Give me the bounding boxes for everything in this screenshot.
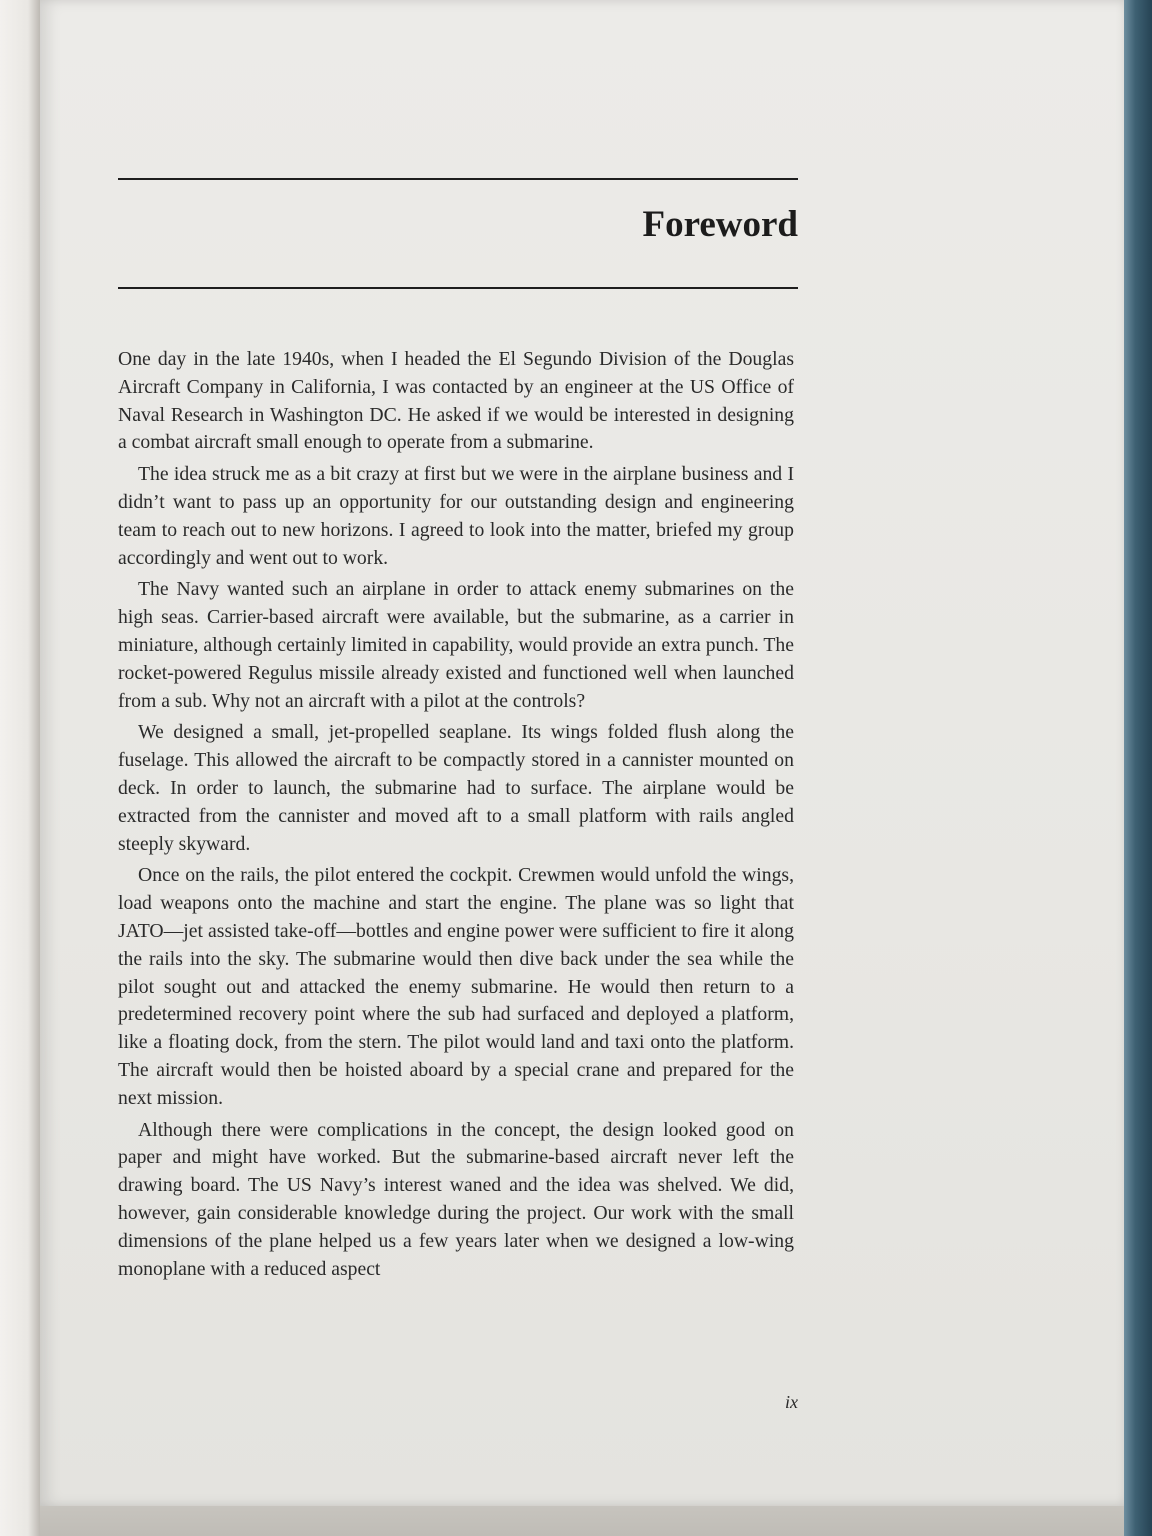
paragraph-1: One day in the late 1940s, when I headed the El Segundo Division of the Douglas Aircraft Company in California, I was contacted by an engineer at the US Office of Naval Research in Washington DC. He asked if we would be interested in designing a combat aircraft small enough to operate from a submarine. — [118, 348, 794, 454]
page-bottom-shadow — [40, 1506, 1126, 1536]
book-page — [40, 0, 1126, 1506]
paragraph-4: We designed a small, jet-propelled seaplane. Its wings folded flush along the fuselage. This allowed the aircraft to be compactly stored in a cannister mounted on deck. In order to launch, the submarine had to surface. The airplane would be extracted from the cannister and moved aft to a small platform with rails angled steeply skyward. — [118, 721, 794, 855]
title-rule-bottom — [118, 287, 798, 289]
paragraph-3: The Navy wanted such an airplane in order to attack enemy submarines on the high seas. Carrier-based aircraft were available, but the submarine, as a carrier in miniature, although certainly limited in capability, would provide an extra punch. The rocket-powered Regulus missile already existed and functioned well when launched from a sub. Why not an aircraft with a pilot at the controls? — [118, 578, 794, 712]
facing-page-edge — [0, 0, 40, 1536]
page-title: Foreword — [642, 204, 798, 245]
paragraph-5: Once on the rails, the pilot entered the cockpit. Crewmen would unfold the wings, load weapons onto the machine and start the engine. The plane was so light that JATO—jet assisted take-off—bottles and engine power were sufficient to fire it along the rails into the sky. The submarine would then dive back under the sea while the pilot sought out and attacked the enemy submarine. He would then return to a predetermined recovery point where the sub had surfaced and deployed a platform, like a floating dock, from the stern. The pilot would land and taxi onto the platform. The aircraft would then be hoisted aboard by a special crane and prepared for the next mission. — [118, 864, 794, 1109]
body-text — [118, 346, 794, 1287]
book-cover-edge — [1124, 0, 1152, 1536]
paragraph-6: Although there were complications in the concept, the design looked good on paper and might have worked. But the submarine-based aircraft never left the drawing board. The US Navy’s interest waned and the idea was shelved. We did, however, gain considerable knowledge during the project. Our work with the small dimensions of the plane helped us a few years later when we designed a low-wing monoplane with a reduced aspect — [118, 1118, 794, 1280]
page-number: ix — [785, 1392, 798, 1412]
paragraph-2: The idea struck me as a bit crazy at first but we were in the airplane business and I didn’t want to pass up an opportunity for our outstanding design and engineering team to reach out to new horizons. I agreed to look into the matter, briefed my group accordingly and went out to work. — [118, 463, 794, 569]
title-rule-top — [118, 178, 798, 180]
